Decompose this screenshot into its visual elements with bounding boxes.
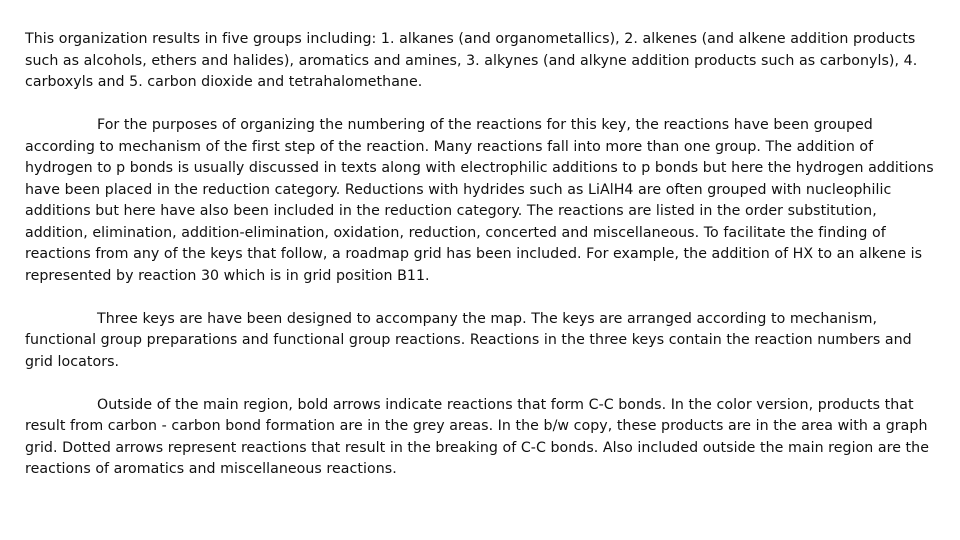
paragraph-reaction-numbering: For the purposes of organizing the numbering of the reactions for this key, the reactions have been grouped according to mechanism of the first step of the reaction. Many reactions fall into more than one group. The addition of hydrogen to p bonds is usually discussed in texts along with electrophilic additions to p bonds but here the hydrogen additions have been placed in the reduction category. Reductions with hydrides such as LiAlH4 are often grouped with nucleophilic additions but here have also been included in the reduction category. The reactions are listed in the order substitution, addition, elimination, addition-elimination, oxidation, reduction, concerted and miscellaneous. To facilitate the finding of reactions from any of the keys that follow, a roadmap grid has been included. For example, the addition of HX to an alkene is represented by reaction 30 which is in grid position B11. (25, 117, 934, 284)
document-page (25, 29, 937, 502)
paragraph-three-keys: Three keys are have been designed to accompany the map. The keys are arranged according to mechanism, functional group preparations and functional group reactions. Reactions in the three keys contain the reaction numbers and grid locators. (25, 310, 912, 370)
paragraph-arrows-legend: Outside of the main region, bold arrows indicate reactions that form C-C bonds. In the color version, products that result from carbon - carbon bond formation are in the grey areas. In the b/w copy, these products are in the area with a graph grid. Dotted arrows represent reactions that result in the breaking of C-C bonds. Also included outside the main region are the reactions of aromatics and miscellaneous reactions. (25, 396, 929, 477)
paragraph-groups-overview: This organization results in five groups including: 1. alkanes (and organometallics), 2. alkenes (and alkene addition products such as alcohols, ethers and halides), aromatics and amines, 3. alkynes (and alkyne addition products such as carbonyls), 4. carboxyls and 5. carbon dioxide and tetrahalomethane. (25, 31, 918, 90)
